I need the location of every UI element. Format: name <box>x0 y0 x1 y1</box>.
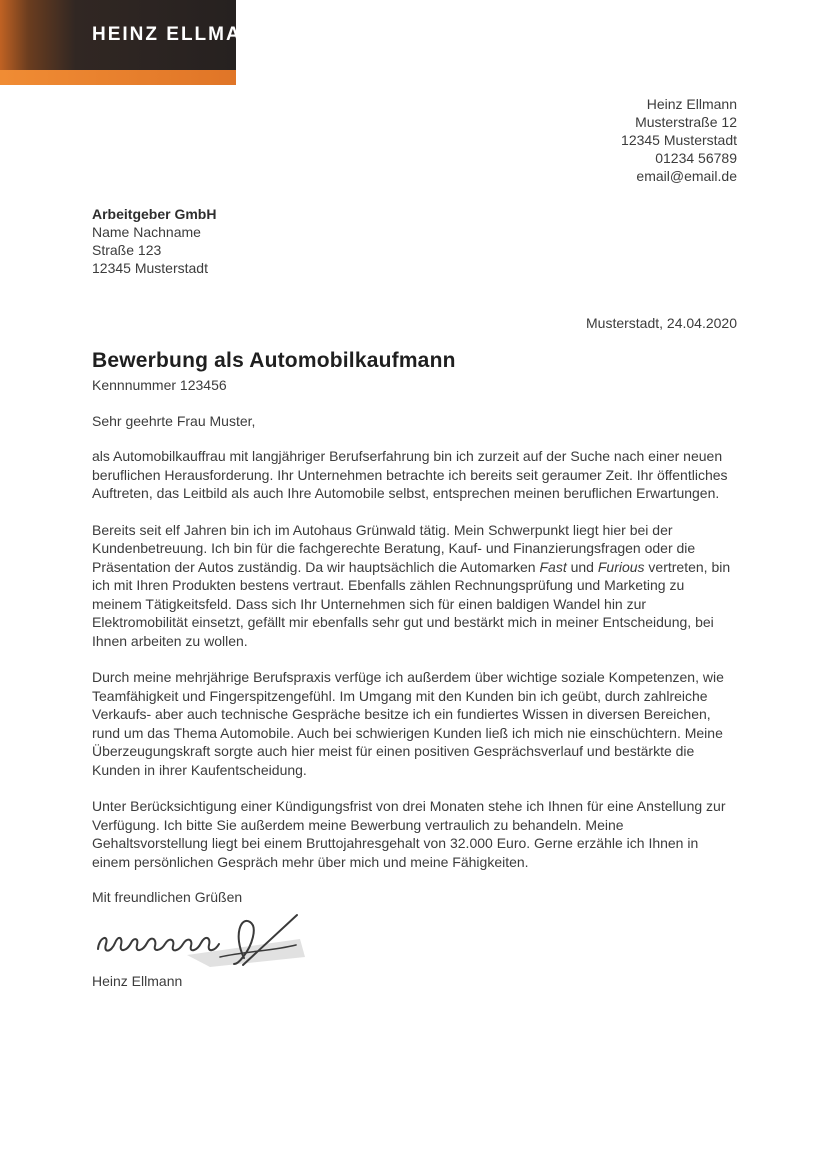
salutation: Sehr geehrte Frau Muster, <box>92 413 256 429</box>
signature-name: Heinz Ellmann <box>92 973 183 989</box>
sender-city: 12345 Musterstadt <box>621 132 737 148</box>
subject-block <box>92 349 737 393</box>
paragraph-2-text-b: und <box>566 558 598 575</box>
sender-block <box>0 95 737 185</box>
body-paragraph-4: Unter Berücksichtigung einer Kündigungsfrist von drei Monaten stehe ich Ihnen für eine Anstellung zur Verfügung. Ich bitte Sie außerdem meine Bewerbung vertraulich zu behandeln. Meine Gehaltsvorstellung liegt bei einem Bruttojahresgehalt von 32.000 Euro. Gerne erzähle ich Ihnen in einem persönlichen Gespräch mehr über mich und meine Fähigkeiten. <box>92 798 726 870</box>
brand-name-fast: Fast <box>539 558 567 575</box>
sender-name: Heinz Ellmann <box>646 96 737 112</box>
signature-scribble <box>92 913 307 969</box>
body-paragraph-1: als Automobilkauffrau mit langjähriger Berufserfahrung bin ich zurzeit auf der Suche nach einer neuen beruflichen Herausforderung. Ihr Unternehmen betrachte ich bereits seit geraumer Zeit. Ihr öffentliches Auftreten, das Leitbild als auch Ihre Automobile selbst, entsprechen meinen beruflichen Erwartungen. <box>92 448 728 501</box>
recipient-name: Name Nachname <box>92 224 201 240</box>
sender-phone: 01234 56789 <box>655 150 737 166</box>
recipient-city: 12345 Musterstadt <box>92 260 208 276</box>
recipient-street: Straße 123 <box>92 242 162 258</box>
brand-logo: HEINZ ELLMANN <box>92 24 274 45</box>
sender-street: Musterstraße 12 <box>635 114 737 130</box>
paragraph-2-text-a: Bereits seit elf Jahren bin ich im Autohaus Grünwald tätig. Mein Schwerpunkt liegt hier bei der Kundenbetreuung. Ich bin für die fachgerechte Beratung, Kauf- und Finanzierungsfragen oder die Präsentation der Autos zuständig. Da wir hauptsächlich die Automarken <box>92 521 696 575</box>
signature-icon <box>92 913 307 969</box>
subject-title: Bewerbung als Automobilkaufmann <box>92 349 456 372</box>
brand-name-furious: Furious <box>597 558 645 575</box>
valediction: Mit freundlichen Grüßen <box>92 889 243 905</box>
sender-email: email@email.de <box>636 168 737 184</box>
recipient-company: Arbeitgeber GmbH <box>92 206 217 222</box>
body-paragraph-3: Durch meine mehrjährige Berufspraxis verfüge ich außerdem über wichtige soziale Kompetenzen, wie Teamfähigkeit und Fingerspitzengefühl. Im Umgang mit den Kunden bin ich geübt, durch zahlreiche Verkaufs- aber auch technische Gespräche besitze ich ein fundiertes Wissen in diversen Bereichen, rund um das Thema Automobile. Auch bei schwierigen Kunden ließ ich mich nie einschüchtern. Meine Überzeugungskraft sorgte auch hier meist für einen positiven Gesprächsverlauf und bestärkte die Kunden in ihrer Kaufentscheidung. <box>92 669 724 778</box>
date-line: Musterstadt, 24.04.2020 <box>586 315 737 331</box>
paragraph-2-text-c: vertreten, bin ich mit Ihren Produkten bestens vertraut. Ebenfalls zählen Rechnungsprüfung und Marketing zu meinem Tätigkeitsfeld. Dass sich Ihr Unternehmen sich für einen baldigen Wandel hin zur Elektromobilität einsetzt, gefällt mir ebenfalls sehr gut und bestärkt mich in meiner Entscheidung, bei Ihnen arbeiten zu wollen. <box>92 558 731 649</box>
body-paragraph-2 <box>92 521 737 651</box>
subject-reference: Kennnummer 123456 <box>92 377 227 393</box>
recipient-block <box>92 205 737 277</box>
